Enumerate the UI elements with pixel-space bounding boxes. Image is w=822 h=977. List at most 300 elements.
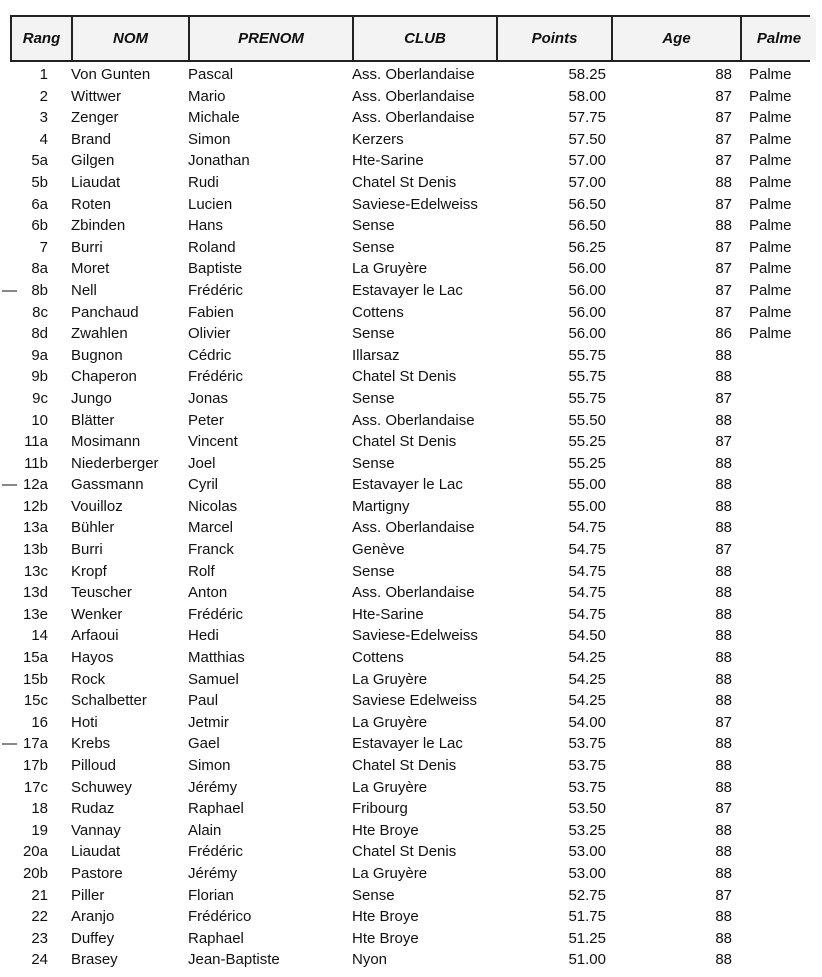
nom-cell: Bühler [71, 519, 115, 537]
nom-cell: Liaudat [71, 173, 121, 191]
table-row [0, 474, 822, 496]
table-row [0, 906, 822, 928]
table-row [0, 302, 822, 324]
table-row [0, 928, 822, 950]
club-cell: Ass. Oberlandaise [352, 109, 475, 127]
prenom-cell: Joel [188, 454, 216, 472]
nom-cell: Krebs [71, 735, 111, 753]
rank-cell: 6a [31, 195, 48, 213]
prenom-cell: Matthias [188, 649, 245, 667]
prenom-cell: Frédérico [188, 908, 252, 926]
nom-cell: Liaudat [71, 843, 121, 861]
points-cell: 56.50 [568, 195, 606, 213]
points-cell: 53.00 [568, 843, 606, 861]
rank-cell: 5a [31, 152, 48, 170]
prenom-cell: Frédéric [188, 281, 244, 299]
header-club: CLUB [354, 17, 496, 60]
nom-cell: Hayos [71, 649, 114, 667]
points-cell: 54.75 [568, 605, 606, 623]
palme-cell: Palme [749, 87, 792, 105]
nom-cell: Mosimann [71, 433, 141, 451]
row-mark: — [2, 476, 17, 494]
points-cell: 54.75 [568, 584, 606, 602]
points-cell: 56.00 [568, 281, 606, 299]
points-cell: 58.00 [568, 87, 606, 105]
club-cell: Sense [352, 238, 395, 256]
points-cell: 55.25 [568, 454, 606, 472]
table-row [0, 949, 822, 971]
club-cell: Ass. Oberlandaise [352, 584, 475, 602]
points-cell: 55.50 [568, 411, 606, 429]
age-cell: 88 [715, 411, 732, 429]
club-cell: Kerzers [352, 130, 404, 148]
points-cell: 53.00 [568, 864, 606, 882]
prenom-cell: Frédéric [188, 368, 244, 386]
points-cell: 53.75 [568, 778, 606, 796]
prenom-cell: Alain [188, 821, 222, 839]
table-row [0, 215, 822, 237]
age-cell: 88 [715, 454, 732, 472]
points-cell: 54.75 [568, 541, 606, 559]
club-cell: Hte Broye [352, 908, 419, 926]
nom-cell: Pilloud [71, 757, 117, 774]
age-cell: 88 [715, 173, 732, 191]
prenom-cell: Florian [188, 886, 234, 904]
table-row [0, 431, 822, 453]
points-cell: 56.50 [568, 217, 606, 235]
table-row [0, 107, 822, 129]
palme-cell: Palme [749, 325, 792, 343]
prenom-cell: Peter [188, 411, 224, 429]
club-cell: Ass. Oberlandaise [352, 87, 475, 105]
nom-cell: Burri [71, 238, 103, 256]
points-cell: 55.75 [568, 346, 606, 364]
header-points: Points [498, 17, 611, 60]
club-cell: Sense [352, 217, 395, 235]
table-row [0, 172, 822, 194]
rank-cell: 2 [39, 87, 48, 105]
rank-cell: 8c [32, 303, 48, 321]
table-row [0, 733, 822, 755]
palme-cell: Palme [749, 130, 792, 148]
prenom-cell: Rolf [188, 562, 215, 580]
rank-cell: 15b [22, 670, 48, 688]
points-cell: 51.00 [568, 951, 606, 969]
nom-cell: Zbinden [71, 217, 126, 235]
prenom-cell: Hedi [188, 627, 219, 645]
age-cell: 88 [715, 843, 732, 861]
rank-cell: 12b [22, 497, 48, 515]
age-cell: 88 [715, 346, 732, 364]
age-cell: 88 [715, 476, 732, 494]
table-row [0, 669, 822, 691]
prenom-cell: Roland [188, 238, 236, 256]
club-cell: Ass. Oberlandaise [352, 519, 475, 537]
club-cell: Nyon [352, 951, 388, 969]
prenom-cell: Samuel [188, 670, 239, 688]
table-row [0, 129, 822, 151]
age-cell: 87 [715, 713, 732, 731]
rank-cell: 6b [31, 217, 48, 235]
age-cell: 88 [715, 649, 732, 667]
rank-cell: 20b [22, 864, 48, 882]
palme-cell: Palme [749, 303, 792, 321]
club-cell: Cottens [352, 303, 404, 321]
header-palme: Palme [742, 17, 816, 60]
rank-cell: 22 [31, 908, 48, 926]
rank-cell: 13c [23, 562, 48, 580]
nom-cell: Zwahlen [71, 325, 128, 343]
prenom-cell: Franck [188, 541, 234, 559]
table-row [0, 86, 822, 108]
club-cell: Hte-Sarine [352, 605, 424, 623]
rank-cell: 13a [22, 519, 48, 537]
age-cell: 88 [715, 908, 732, 926]
rank-cell: 1 [39, 66, 48, 83]
rank-cell: 13e [22, 605, 48, 623]
table-row [0, 366, 822, 388]
rank-cell: 20a [22, 843, 48, 861]
palme-cell: Palme [749, 217, 792, 235]
club-cell: Genève [352, 541, 405, 559]
nom-cell: Brand [71, 130, 112, 148]
prenom-cell: Raphael [188, 800, 244, 818]
prenom-cell: Baptiste [188, 260, 243, 278]
nom-cell: Moret [71, 260, 110, 278]
nom-cell: Schuwey [71, 778, 132, 796]
age-cell: 87 [715, 238, 732, 256]
points-cell: 54.00 [568, 713, 606, 731]
table-row [0, 539, 822, 561]
points-cell: 53.50 [568, 800, 606, 818]
age-cell: 87 [715, 87, 732, 105]
table-row [0, 150, 822, 172]
palme-cell: Palme [749, 152, 792, 170]
prenom-cell: Mario [188, 87, 226, 105]
points-cell: 57.00 [568, 152, 606, 170]
nom-cell: Teuscher [71, 584, 132, 602]
row-mark: — [2, 735, 17, 753]
age-cell: 88 [715, 497, 732, 515]
nom-cell: Bugnon [71, 346, 123, 364]
palme-cell: Palme [749, 238, 792, 256]
club-cell: La Gruyère [352, 713, 428, 731]
points-cell: 57.50 [568, 130, 606, 148]
club-cell: Sense [352, 325, 395, 343]
table-row [0, 690, 822, 712]
age-cell: 87 [715, 886, 732, 904]
club-cell: Estavayer le Lac [352, 476, 463, 494]
prenom-cell: Jérémy [188, 778, 238, 796]
club-cell: Hte Broye [352, 929, 419, 947]
age-cell: 88 [715, 735, 732, 753]
club-cell: La Gruyère [352, 670, 428, 688]
age-cell: 87 [715, 195, 732, 213]
nom-cell: Wittwer [71, 87, 121, 105]
nom-cell: Wenker [71, 605, 123, 623]
nom-cell: Gassmann [71, 476, 144, 494]
rank-cell: 17a [22, 735, 48, 753]
age-cell: 88 [715, 627, 732, 645]
rank-cell: 9b [31, 368, 48, 386]
rank-cell: 5b [31, 173, 48, 191]
age-cell: 88 [715, 562, 732, 580]
rank-cell: 21 [31, 886, 48, 904]
club-cell: Chatel St Denis [352, 173, 457, 191]
rank-cell: 18 [31, 800, 48, 818]
palme-cell: Palme [749, 173, 792, 191]
club-cell: Saviese-Edelweiss [352, 627, 478, 645]
rank-cell: 8b [31, 281, 48, 299]
prenom-cell: Marcel [188, 519, 234, 537]
club-cell: Sense [352, 886, 395, 904]
table-row [0, 647, 822, 669]
nom-cell: Kropf [71, 562, 107, 580]
rank-cell: 16 [31, 713, 48, 731]
club-cell: Sense [352, 562, 395, 580]
points-cell: 54.25 [568, 670, 606, 688]
points-cell: 55.75 [568, 389, 606, 407]
points-cell: 54.25 [568, 649, 606, 667]
points-cell: 55.25 [568, 433, 606, 451]
points-cell: 56.00 [568, 325, 606, 343]
age-cell: 88 [715, 864, 732, 882]
rank-cell: 4 [39, 130, 48, 148]
points-cell: 56.00 [568, 260, 606, 278]
points-cell: 51.75 [568, 908, 606, 926]
rank-cell: 17b [22, 757, 48, 774]
nom-cell: Gilgen [71, 152, 115, 170]
age-cell: 88 [715, 368, 732, 386]
nom-cell: Roten [71, 195, 112, 213]
club-cell: Cottens [352, 649, 404, 667]
rank-cell: 15a [22, 649, 48, 667]
table-row [0, 345, 822, 367]
points-cell: 54.50 [568, 627, 606, 645]
club-cell: La Gruyère [352, 864, 428, 882]
table-row [0, 323, 822, 345]
prenom-cell: Frédéric [188, 605, 244, 623]
nom-cell: Aranjo [71, 908, 115, 926]
palme-cell: Palme [749, 109, 792, 127]
prenom-cell: Jetmir [188, 713, 229, 731]
points-cell: 57.00 [568, 173, 606, 191]
table-row [0, 582, 822, 604]
points-cell: 54.25 [568, 692, 606, 710]
rank-cell: 14 [31, 627, 48, 645]
table-row [0, 820, 822, 842]
rank-cell: 13b [22, 541, 48, 559]
club-cell: Sense [352, 454, 395, 472]
table-row [0, 496, 822, 518]
points-cell: 55.75 [568, 368, 606, 386]
club-cell: Chatel St Denis [352, 843, 457, 861]
rank-cell: 13d [22, 584, 48, 602]
club-cell: Saviese Edelweiss [352, 692, 478, 710]
club-cell: Chatel St Denis [352, 433, 457, 451]
rank-cell: 7 [39, 238, 48, 256]
rank-cell: 8a [31, 260, 48, 278]
prenom-cell: Michale [188, 109, 240, 127]
header-age: Age [613, 17, 740, 60]
nom-cell: Duffey [71, 929, 115, 947]
prenom-cell: Jean-Baptiste [188, 951, 280, 969]
club-cell: Illarsaz [352, 346, 400, 364]
table-row [0, 258, 822, 280]
nom-cell: Arfaoui [71, 627, 119, 645]
rank-cell: 11b [24, 454, 48, 472]
table-row [0, 885, 822, 907]
age-cell: 88 [715, 929, 732, 947]
age-cell: 87 [715, 260, 732, 278]
age-cell: 88 [715, 66, 732, 83]
nom-cell: Jungo [71, 389, 112, 407]
rank-cell: 9c [32, 389, 48, 407]
age-cell: 87 [715, 541, 732, 559]
club-cell: Fribourg [352, 800, 408, 818]
points-cell: 55.00 [568, 476, 606, 494]
rank-cell: 9a [31, 346, 48, 364]
points-cell: 55.00 [568, 497, 606, 515]
age-cell: 88 [715, 584, 732, 602]
prenom-cell: Gael [188, 735, 220, 753]
table-row [0, 410, 822, 432]
table-row [0, 798, 822, 820]
table-row [0, 841, 822, 863]
palme-cell: Palme [749, 281, 792, 299]
points-cell: 56.00 [568, 303, 606, 321]
prenom-cell: Nicolas [188, 497, 238, 515]
nom-cell: Rudaz [71, 800, 115, 818]
age-cell: 87 [715, 281, 732, 299]
age-cell: 88 [715, 605, 732, 623]
club-cell: La Gruyère [352, 778, 428, 796]
age-cell: 88 [715, 821, 732, 839]
results-table-body [0, 64, 822, 971]
prenom-cell: Olivier [188, 325, 231, 343]
rank-cell: 23 [31, 929, 48, 947]
prenom-cell: Jonas [188, 389, 229, 407]
club-cell: Saviese-Edelweiss [352, 195, 478, 213]
header-prenom: PRENOM [190, 17, 352, 60]
club-cell: Ass. Oberlandaise [352, 66, 475, 83]
rank-cell: 8d [31, 325, 48, 343]
age-cell: 87 [715, 130, 732, 148]
table-row [0, 517, 822, 539]
table-row [0, 777, 822, 799]
age-cell: 87 [715, 389, 732, 407]
table-row [0, 604, 822, 626]
prenom-cell: Frédéric [188, 843, 244, 861]
age-cell: 86 [715, 325, 732, 343]
club-cell: Ass. Oberlandaise [352, 411, 475, 429]
nom-cell: Brasey [71, 951, 118, 969]
table-row [0, 280, 822, 302]
prenom-cell: Cédric [188, 346, 232, 364]
rank-cell: 12a [22, 476, 48, 494]
age-cell: 88 [715, 670, 732, 688]
age-cell: 87 [715, 800, 732, 818]
table-row [0, 863, 822, 885]
nom-cell: Burri [71, 541, 103, 559]
prenom-cell: Simon [188, 757, 231, 774]
points-cell: 53.75 [568, 757, 606, 774]
prenom-cell: Jonathan [188, 152, 250, 170]
age-cell: 88 [715, 692, 732, 710]
rank-cell: 3 [39, 109, 48, 127]
prenom-cell: Jérémy [188, 864, 238, 882]
points-cell: 51.25 [568, 929, 606, 947]
nom-cell: Piller [71, 886, 105, 904]
age-cell: 88 [715, 217, 732, 235]
prenom-cell: Paul [188, 692, 219, 710]
points-cell: 54.75 [568, 562, 606, 580]
prenom-cell: Raphael [188, 929, 244, 947]
nom-cell: Zenger [71, 109, 119, 127]
header-nom: NOM [73, 17, 188, 60]
age-cell: 87 [715, 303, 732, 321]
nom-cell: Schalbetter [71, 692, 147, 710]
rank-cell: 19 [31, 821, 48, 839]
nom-cell: Vannay [71, 821, 121, 839]
nom-cell: Rock [71, 670, 106, 688]
nom-cell: Hoti [71, 713, 98, 731]
age-cell: 88 [715, 519, 732, 537]
club-cell: Sense [352, 389, 395, 407]
rank-cell: 15c [23, 692, 48, 710]
points-cell: 58.25 [568, 66, 606, 83]
palme-cell: Palme [749, 260, 792, 278]
age-cell: 87 [715, 433, 732, 451]
age-cell: 88 [715, 778, 732, 796]
table-row [0, 755, 822, 777]
palme-cell: Palme [749, 195, 792, 213]
club-cell: Chatel St Denis [352, 368, 457, 386]
club-cell: Estavayer le Lac [352, 735, 463, 753]
prenom-cell: Pascal [188, 66, 234, 83]
table-row [0, 237, 822, 259]
prenom-cell: Cyril [188, 476, 218, 494]
table-row [0, 194, 822, 216]
nom-cell: Pastore [71, 864, 123, 882]
table-row [0, 453, 822, 475]
prenom-cell: Fabien [188, 303, 234, 321]
table-row [0, 64, 822, 86]
prenom-cell: Hans [188, 217, 224, 235]
points-cell: 56.25 [568, 238, 606, 256]
table-header [10, 15, 810, 62]
points-cell: 54.75 [568, 519, 606, 537]
prenom-cell: Simon [188, 130, 231, 148]
palme-cell: Palme [749, 66, 792, 83]
age-cell: 87 [715, 109, 732, 127]
row-mark: — [2, 281, 17, 299]
rank-cell: 10 [31, 411, 48, 429]
table-row [0, 712, 822, 734]
rank-cell: 11a [24, 433, 48, 451]
table-row [0, 625, 822, 647]
nom-cell: Vouilloz [71, 497, 123, 515]
club-cell: Chatel St Denis [352, 757, 457, 774]
points-cell: 52.75 [568, 886, 606, 904]
prenom-cell: Rudi [188, 173, 219, 191]
age-cell: 88 [715, 757, 732, 774]
club-cell: Estavayer le Lac [352, 281, 463, 299]
age-cell: 88 [715, 951, 732, 969]
table-row [0, 561, 822, 583]
points-cell: 57.75 [568, 109, 606, 127]
rank-cell: 24 [31, 951, 48, 969]
